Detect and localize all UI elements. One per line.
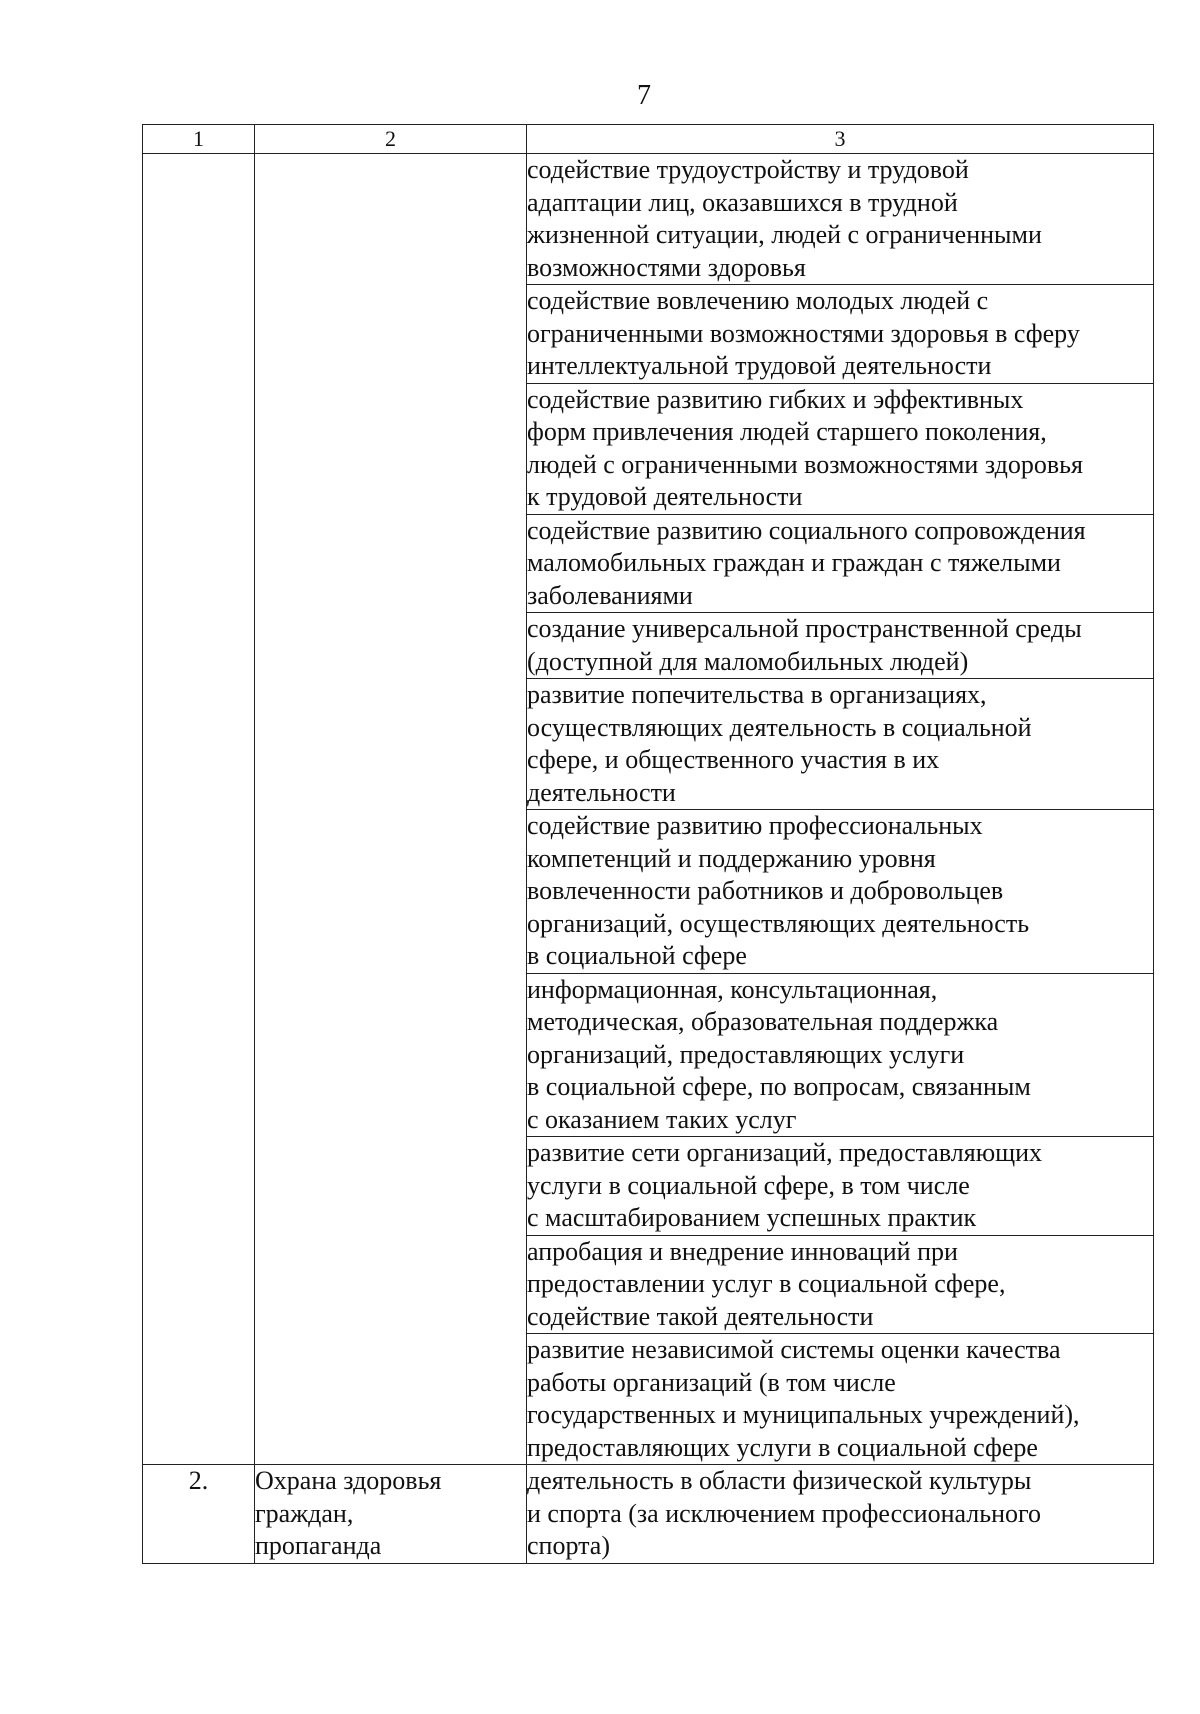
header-col-3: 3 bbox=[527, 125, 1154, 154]
table-cell-activity: развитие попечительства в организациях, осуществляющих деятельность в социальной сфере, и общественного участия в их деятельности bbox=[527, 679, 1154, 810]
table-cell-activity: деятельность в области физической культуры и спорта (за исключением профессионального спорта) bbox=[527, 1465, 1154, 1564]
page-number: 7 bbox=[637, 80, 651, 111]
table-cell-activity: развитие сети организаций, предоставляющих услуги в социальной сфере, в том числе с масштабированием успешных практик bbox=[527, 1137, 1154, 1236]
table-cell-activity: развитие независимой системы оценки качества работы организаций (в том числе государственных и муниципальных учреждений), предоставляющих услуги в социальной сфере bbox=[527, 1334, 1154, 1465]
table-cell-activity: содействие развитию гибких и эффективных форм привлечения людей старшего поколения, людей с ограниченными возможностями здоровья к трудовой деятельности bbox=[527, 383, 1154, 514]
table-cell-activity: апробация и внедрение инноваций при предоставлении услуг в социальной сфере, содействие такой деятельности bbox=[527, 1235, 1154, 1334]
table-header-row bbox=[143, 125, 1154, 154]
cell-number-empty bbox=[143, 154, 255, 1465]
table-cell-activity: содействие развитию социального сопровождения маломобильных граждан и граждан с тяжелыми заболеваниями bbox=[527, 514, 1154, 613]
cell-name-empty bbox=[255, 154, 527, 1465]
table-cell-activity: информационная, консультационная, методическая, образовательная поддержка организаций, предоставляющих услуги в социальной сфере, по вопросам, связанным с оказанием таких услуг bbox=[527, 973, 1154, 1137]
table-cell-activity: содействие развитию профессиональных компетенций и поддержанию уровня вовлеченности работников и добровольцев организаций, осуществляющих деятельность в социальной сфере bbox=[527, 810, 1154, 974]
header-col-2: 2 bbox=[255, 125, 527, 154]
section-number: 2. bbox=[143, 1465, 255, 1564]
directions-table bbox=[142, 124, 1154, 1564]
table-cell-activity: создание универсальной пространственной среды (доступной для маломобильных людей) bbox=[527, 613, 1154, 679]
table-row bbox=[143, 154, 1154, 285]
table-row-section-2 bbox=[143, 1465, 1154, 1564]
table-cell-activity: содействие трудоустройству и трудовой адаптации лиц, оказавшихся в трудной жизненной ситуации, людей с ограниченными возможностями здоровья bbox=[527, 154, 1154, 285]
table-cell-activity: содействие вовлечению молодых людей с ограниченными возможностями здоровья в сферу интеллектуальной трудовой деятельности bbox=[527, 285, 1154, 384]
header-col-1: 1 bbox=[143, 125, 255, 154]
section-name: Охрана здоровья граждан, пропаганда bbox=[255, 1465, 527, 1564]
